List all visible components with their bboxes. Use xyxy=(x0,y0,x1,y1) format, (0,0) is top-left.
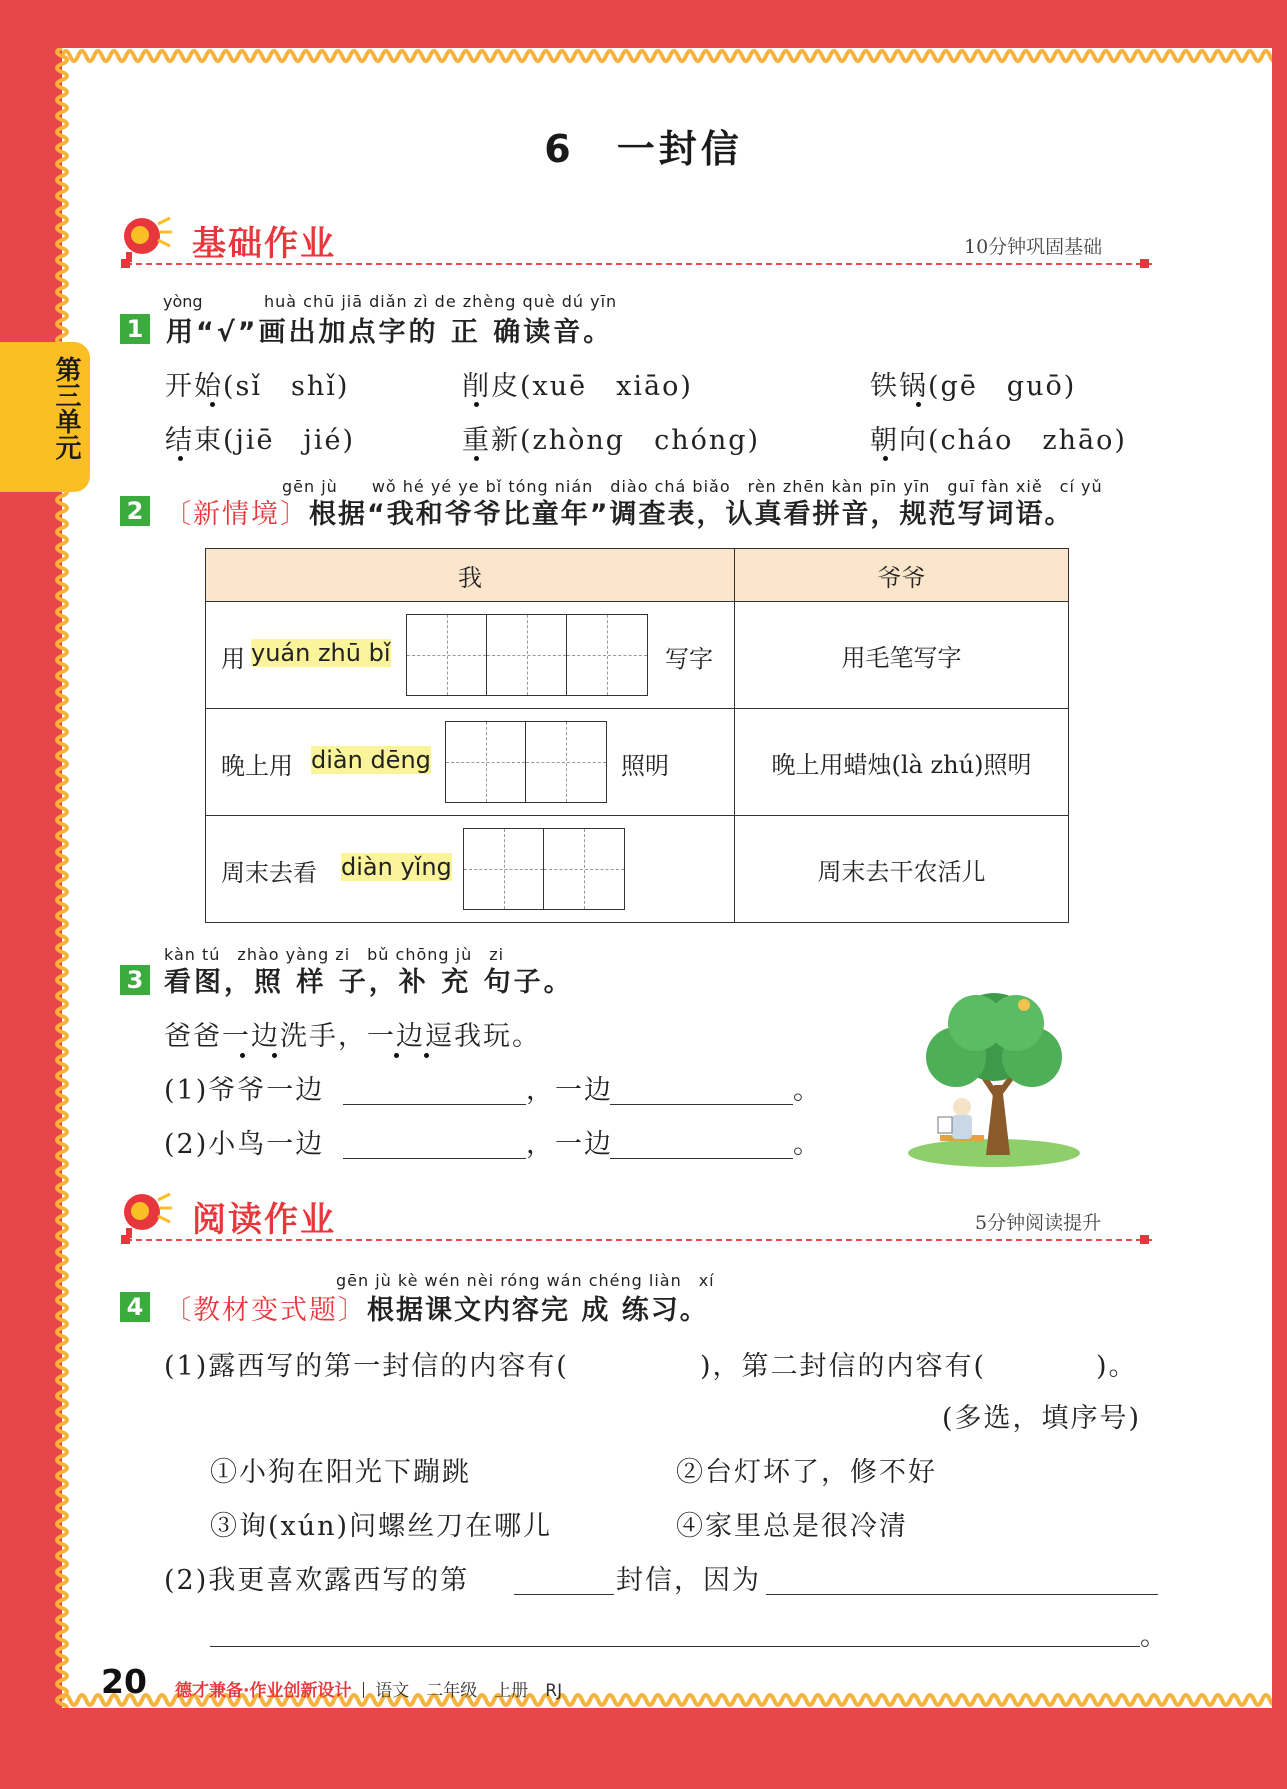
q4-pinyin: gēn jù kè wén nèi róng wán chéng liàn xí xyxy=(336,1271,715,1290)
q4-number: 4 xyxy=(120,1292,150,1322)
q3-item1-b: ，一边 xyxy=(526,1075,613,1106)
row-pre: 晚上用 xyxy=(221,752,293,780)
tree-grandpa-illustration xyxy=(906,985,1082,1170)
table-row xyxy=(206,709,735,816)
q4-tag: 〔教材变式题〕 xyxy=(164,1295,367,1326)
q4-sub1-c: )。 xyxy=(1096,1351,1138,1382)
q1-item: 开始(sǐ shǐ) xyxy=(165,371,350,402)
q3-item1-blank-1[interactable] xyxy=(343,1104,526,1105)
emphasis-dot xyxy=(424,1053,429,1058)
q2-prompt xyxy=(164,492,1074,531)
row-pre: 用 xyxy=(221,645,245,673)
q3-item1-a: (1)爷爷一边 xyxy=(164,1075,325,1106)
q4-option: ②台灯坏了，修不好 xyxy=(676,1457,937,1488)
q3-item2-b: ，一边 xyxy=(526,1129,613,1160)
divider-end xyxy=(121,259,130,268)
table-cell-grandpa: 晚上用蜡烛(là zhú)照明 xyxy=(735,709,1069,816)
q4-sub1-b: )，第二封信的内容有( xyxy=(700,1351,987,1382)
q3-item1-blank-2[interactable] xyxy=(610,1104,793,1105)
q2-tag: 〔新情境〕 xyxy=(164,499,309,530)
footer-text xyxy=(175,1676,562,1701)
q2-text: 根据“我和爷爷比童年”调查表，认真看拼音，规范写词语。 xyxy=(309,499,1074,530)
unit-side-tab-label: 第三单元 xyxy=(51,356,81,460)
section-reading-divider xyxy=(126,1239,1152,1241)
q4-sub1-a: (1)露西写的第一封信的内容有( xyxy=(164,1351,569,1382)
q3-item2-blank-1[interactable] xyxy=(343,1158,526,1159)
footer-info: 语文 二年级 上册 RJ xyxy=(375,1681,563,1701)
bell-icon xyxy=(118,1184,174,1240)
emphasis-dot xyxy=(883,456,888,461)
table-cell-grandpa: 用毛笔写字 xyxy=(735,602,1069,709)
q4-sub2-end: 。 xyxy=(1140,1621,1169,1652)
page-title: 6 一封信 xyxy=(544,127,743,171)
section-basic-divider xyxy=(126,263,1152,265)
row-post: 写字 xyxy=(665,645,713,673)
divider-end xyxy=(121,1235,130,1244)
q4-text: 根据课文内容完 成 练习。 xyxy=(367,1295,709,1326)
q4-option: ③询(xún)问螺丝刀在哪儿 xyxy=(210,1511,553,1542)
q1-item: 朝向(cháo zhāo) xyxy=(870,425,1127,456)
emphasis-dot xyxy=(240,1053,245,1058)
q4-sub2-blank-reason[interactable] xyxy=(766,1594,1158,1595)
q1-item: 重新(zhòng chóng) xyxy=(462,425,761,456)
divider-end xyxy=(1140,259,1149,268)
writing-grid[interactable] xyxy=(406,614,648,696)
page-number: 20 xyxy=(101,1662,147,1701)
section-basic-title: 基础作业 xyxy=(192,224,336,264)
q4-option: ④家里总是很冷清 xyxy=(676,1511,908,1542)
q4-sub2-blank-reason-2[interactable] xyxy=(210,1646,1140,1647)
bell-icon xyxy=(118,208,174,264)
writing-grid[interactable] xyxy=(445,721,607,803)
q2-number: 2 xyxy=(120,496,150,526)
q3-example: 爸爸一边洗手，一边逗我玩。 xyxy=(164,1021,541,1052)
table-row xyxy=(206,816,735,923)
top-wave-border xyxy=(62,44,1272,68)
q1-number: 1 xyxy=(120,314,150,344)
emphasis-dot xyxy=(272,1053,277,1058)
row-pinyin: yuán zhū bǐ xyxy=(251,639,391,667)
q4-sub2-a: (2)我更喜欢露西写的第 xyxy=(164,1565,470,1596)
table-row xyxy=(206,602,735,709)
table-header-me: 我 xyxy=(206,549,735,602)
q1-item: 铁锅(gē guō) xyxy=(870,371,1077,402)
q1-pinyin-2: huà chū jiā diǎn zì de zhèng què dú yīn xyxy=(264,292,618,311)
emphasis-dot xyxy=(210,402,215,407)
footer-separator xyxy=(363,1682,364,1698)
q3-prompt: 看图，照 样 子，补 充 句子。 xyxy=(164,967,574,998)
divider-end xyxy=(1140,1235,1149,1244)
footer-brand: 德才兼备·作业创新设计 xyxy=(175,1681,352,1701)
q4-option: ①小狗在阳光下蹦跳 xyxy=(210,1457,471,1488)
section-reading-title: 阅读作业 xyxy=(192,1200,336,1240)
q1-item: 削皮(xuē xiāo) xyxy=(462,371,693,402)
table-header-grandpa: 爷爷 xyxy=(735,549,1069,602)
q3-item2-blank-2[interactable] xyxy=(610,1158,793,1159)
survey-table xyxy=(205,548,1069,923)
emphasis-dot xyxy=(178,456,183,461)
q3-number: 3 xyxy=(120,965,150,995)
q1-pinyin-1: yòng xyxy=(163,292,203,311)
q1-item: 结束(jiē jié) xyxy=(165,425,356,456)
row-pinyin: diàn yǐng xyxy=(341,853,452,881)
row-pinyin: diàn dēng xyxy=(311,746,431,774)
q3-item1-end: 。 xyxy=(793,1075,822,1106)
q4-prompt xyxy=(164,1288,709,1327)
q4-sub2-b: 封信，因为 xyxy=(616,1565,761,1596)
q4-sub2-blank-ordinal[interactable] xyxy=(514,1594,614,1595)
emphasis-dot xyxy=(394,1053,399,1058)
left-wave-border xyxy=(50,48,74,1708)
q2-pinyin: gēn jù wǒ hé yé ye bǐ tóng nián diào chá biǎo rèn zhēn kàn pīn yīn guī fàn xiě cí yǔ xyxy=(282,477,1103,496)
table-cell-grandpa: 周末去干农活儿 xyxy=(735,816,1069,923)
emphasis-dot xyxy=(474,402,479,407)
q3-pinyin: kàn tú zhào yàng zi bǔ chōng jù zi xyxy=(164,945,505,964)
q1-prompt: 用“√”画出加点字的 正 确读音。 xyxy=(166,317,614,348)
section-reading-subtitle: 5分钟阅读提升 xyxy=(975,1212,1102,1234)
emphasis-dot xyxy=(916,402,921,407)
q3-item2-a: (2)小鸟一边 xyxy=(164,1129,325,1160)
row-pre: 周末去看 xyxy=(221,859,317,887)
section-basic-subtitle: 10分钟巩固基础 xyxy=(964,236,1103,258)
q3-item2-end: 。 xyxy=(793,1129,822,1160)
writing-grid[interactable] xyxy=(463,828,625,910)
q4-sub1-hint: (多选，填序号) xyxy=(942,1403,1142,1434)
row-post: 照明 xyxy=(621,752,669,780)
emphasis-dot xyxy=(474,456,479,461)
